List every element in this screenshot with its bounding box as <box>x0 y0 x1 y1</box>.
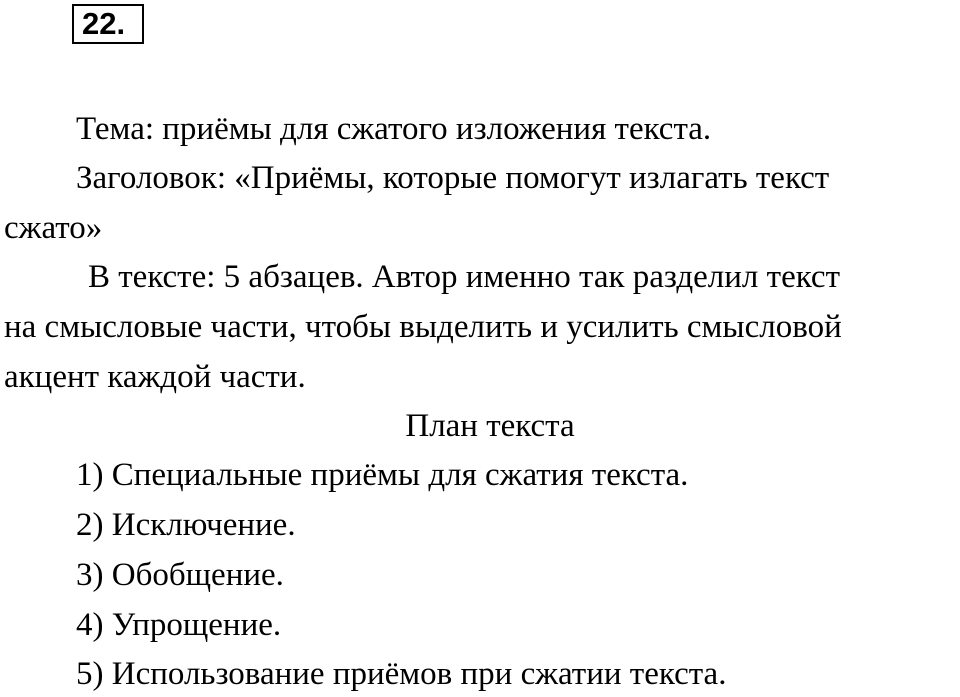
paragraph-line-2: на смысловые части, чтобы выделить и усилить смысловой <box>4 309 842 345</box>
plan-item: 3) Обобщение. <box>76 557 284 593</box>
heading-line-2: сжато» <box>4 210 103 246</box>
paragraph-line-3: акцент каждой части. <box>4 359 306 395</box>
heading-line-1: Заголовок: «Приёмы, которые помогут излагать текст <box>76 160 830 196</box>
plan-item: 4) Упрощение. <box>76 607 282 643</box>
plan-item: 5) Использование приёмов при сжатии текста. <box>76 656 727 692</box>
topic-line: Тема: приёмы для сжатого изложения текста. <box>76 111 712 147</box>
plan-item: 2) Исключение. <box>76 507 296 543</box>
exercise-number-box <box>72 4 144 44</box>
paragraph-line-1: В тексте: 5 абзацев. Автор именно так разделил текст <box>88 259 840 295</box>
exercise-number: 22. <box>82 6 126 41</box>
plan-title: План текста <box>405 408 575 444</box>
plan-item: 1) Специальные приёмы для сжатия текста. <box>76 457 689 493</box>
